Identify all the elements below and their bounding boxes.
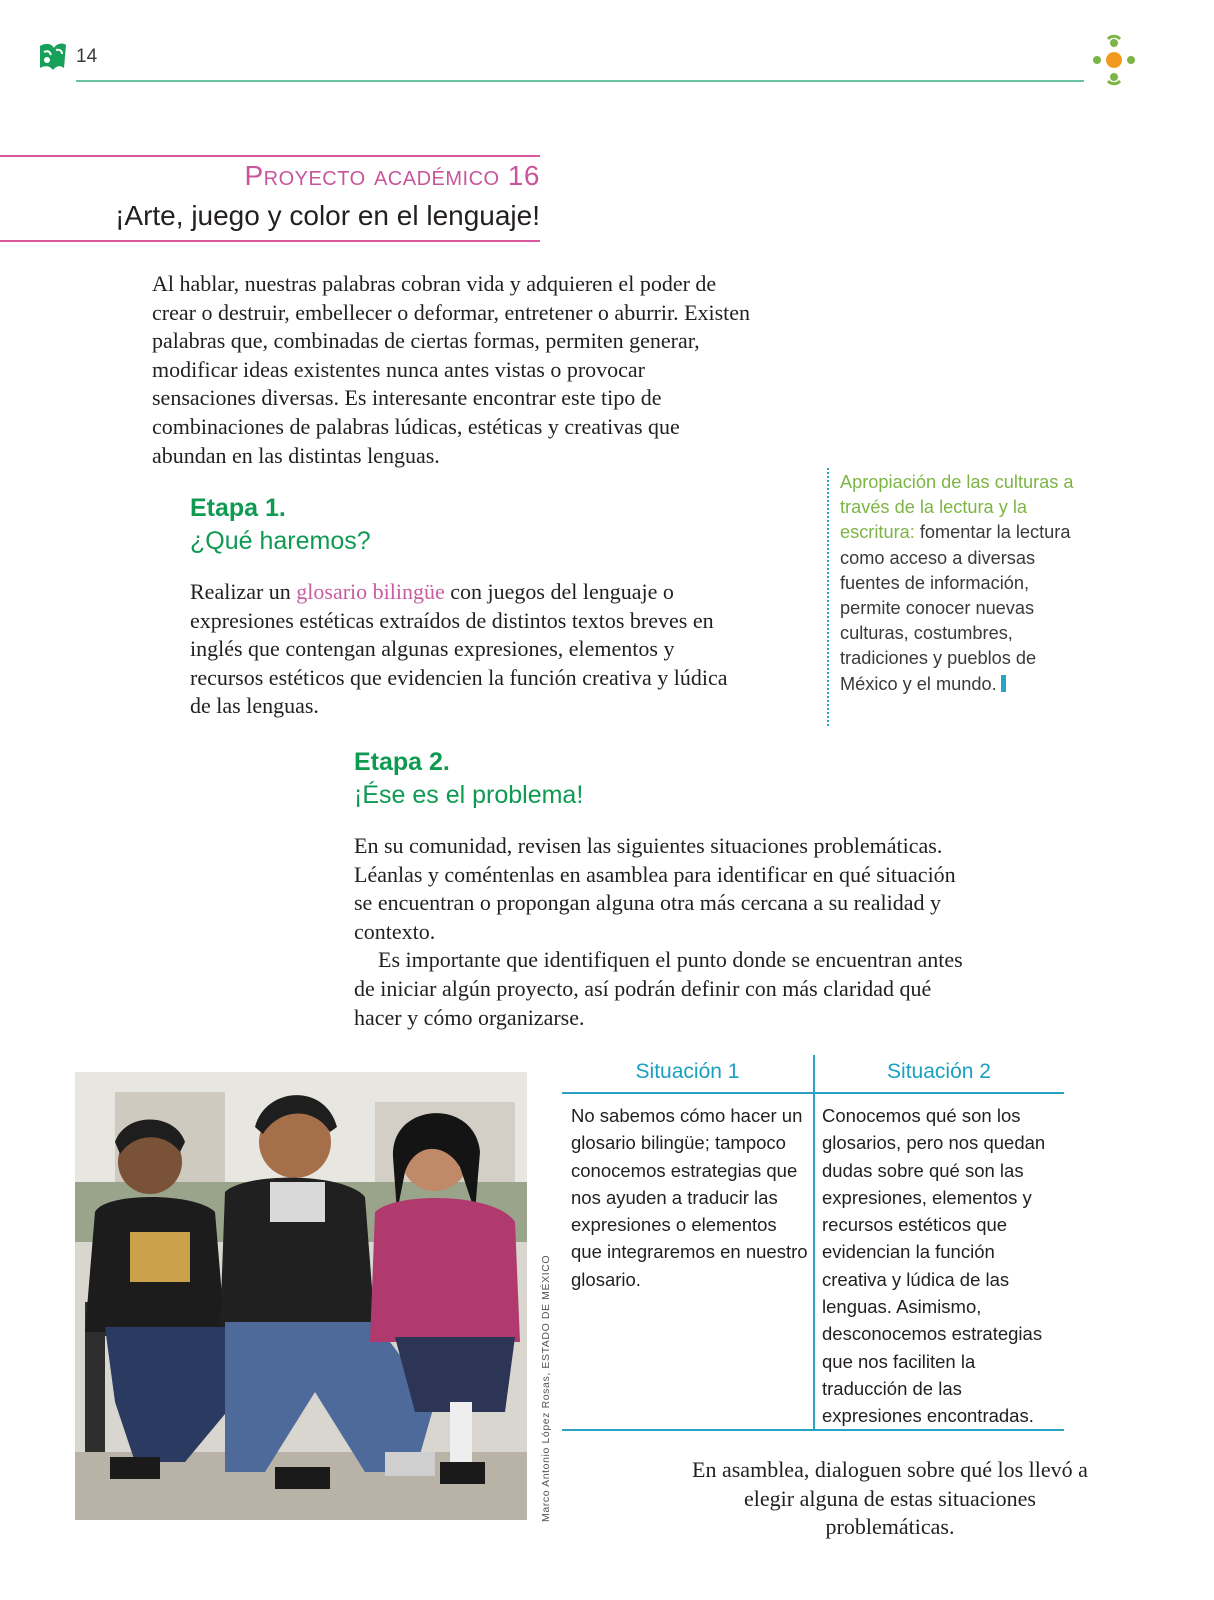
book-logo-icon	[36, 40, 68, 74]
closing-paragraph: En asamblea, dialoguen sobre qué los llevó a elegir alguna de estas situaciones problemáticas.	[692, 1457, 1088, 1540]
stage1-heading	[190, 492, 371, 558]
stage1-paragraph	[190, 578, 730, 721]
side-note-rule	[827, 468, 829, 726]
stage2-paragraphs	[354, 832, 974, 1032]
situation-1-text: No sabemos cómo hacer un glosario bilingüe; tampoco conocemos estrategias que nos ayuden a traducir las expresiones o elementos que integraremos en nuestro glosario.	[571, 1105, 808, 1290]
stage2-paragraph-2: Es importante que identifiquen el punto donde se encuentran antes de iniciar algún proyecto, así podrán definir con más claridad qué hacer y cómo organizarse.	[354, 947, 963, 1030]
title-rule-top	[0, 155, 540, 157]
glossary-highlight: glosario bilingüe	[296, 579, 445, 604]
photo-credit: Marco Antonio López Rosas, ESTADO DE MÉXICO	[540, 1254, 552, 1522]
situation-2-heading: Situación 2	[887, 1060, 991, 1083]
project-title: ¡Arte, juego y color en el lenguaje!	[115, 200, 540, 231]
side-note-text: fomentar la lectura como acceso a diversas fuentes de información, permite conocer nuevas culturas, costumbres, tradiciones y pueblos de México y el mundo.	[840, 522, 1071, 694]
project-label: Proyecto académico 16	[244, 160, 540, 191]
situation-2-text: Conocemos qué son los glosarios, pero nos quedan dudas sobre qué son las expresiones, elementos y recursos estéticos que evidencian la función creativa y lúdica de las lenguas. Asimismo, desconocemos estrategias que nos faciliten la traducción de las expresiones encontradas.	[822, 1105, 1046, 1427]
stage1-text-before: Realizar un	[190, 579, 297, 604]
stage1-subtitle: ¿Qué haremos?	[190, 527, 371, 555]
students-photo	[75, 1072, 527, 1520]
stage2-heading	[354, 746, 583, 812]
header-rule	[76, 80, 1084, 82]
stage2-subtitle: ¡Ése es el problema!	[354, 781, 584, 809]
end-marker-icon	[1001, 675, 1006, 692]
table-divider	[813, 1055, 815, 1429]
table-rule-top	[562, 1092, 1064, 1094]
stage1-text-after: con juegos del lenguaje o expresiones estéticas extraídos de distintos textos breves en inglés que contengan algunas expresiones, elementos y recursos estéticos que evidencien la función creativa y lúdica de las lenguas.	[190, 579, 728, 719]
side-note	[840, 470, 1080, 697]
stage2-label: Etapa 2.	[354, 748, 450, 776]
intro-paragraph: Al hablar, nuestras palabras cobran vida y adquieren el poder de crear o destruir, embellecer o deformar, entretener o aburrir. Existen palabras que, combinadas de ciertas formas, permiten generar, modificar ideas existentes nunca antes vistas o provocar sensaciones diversas. Es interesante encontrar este tipo de combinaciones de palabras lúdicas, estéticas y creativas que abundan en las distintas lenguas.	[152, 271, 751, 468]
side-note-heading: Apropiación de las culturas a través de la lectura y la escritura:	[840, 472, 1074, 543]
situation-1-heading: Situación 1	[635, 1060, 740, 1083]
stage2-paragraph-1: En su comunidad, revisen las siguientes situaciones problemáticas. Léanlas y coméntenlas en asamblea para identificar en qué situación se encuentran o propongan alguna otra más cercana a su realidad y contexto.	[354, 833, 956, 944]
table-rule-bottom	[562, 1429, 1064, 1431]
decorative-dots-icon	[1088, 34, 1140, 86]
stage1-label: Etapa 1.	[190, 494, 286, 522]
title-rule-bottom	[0, 240, 540, 242]
page-number: 14	[76, 46, 98, 67]
